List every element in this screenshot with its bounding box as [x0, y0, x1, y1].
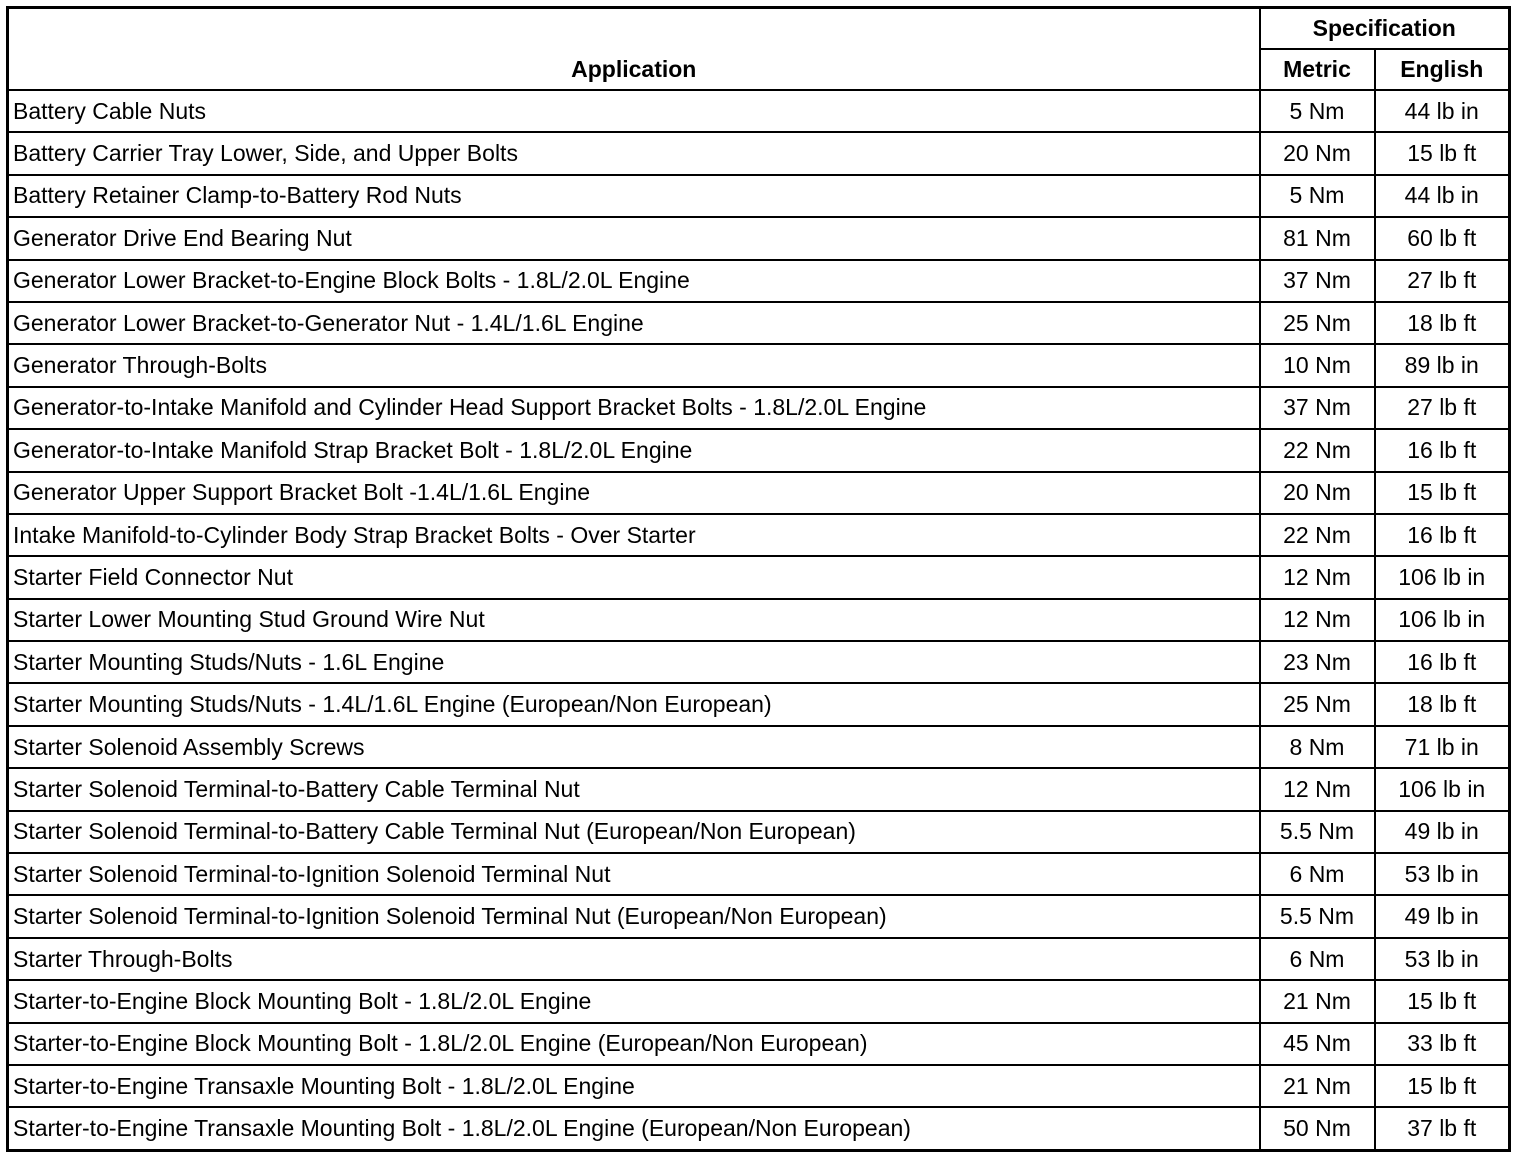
- application-cell: Battery Retainer Clamp-to-Battery Rod Nuts: [8, 175, 1260, 217]
- metric-value-cell: 6 Nm: [1260, 853, 1375, 895]
- metric-value-cell: 22 Nm: [1260, 514, 1375, 556]
- table-row: [8, 90, 1510, 132]
- application-cell: Generator Through-Bolts: [8, 344, 1260, 386]
- english-value-cell: 27 lb ft: [1375, 260, 1510, 302]
- metric-value-cell: 10 Nm: [1260, 344, 1375, 386]
- application-cell: Starter Mounting Studs/Nuts - 1.6L Engine: [8, 641, 1260, 683]
- english-value-cell: 27 lb ft: [1375, 387, 1510, 429]
- table-row: [8, 683, 1510, 725]
- application-cell: Starter-to-Engine Transaxle Mounting Bolt - 1.8L/2.0L Engine: [8, 1065, 1260, 1107]
- english-value-cell: 37 lb ft: [1375, 1107, 1510, 1150]
- table-row: [8, 344, 1510, 386]
- metric-value-cell: 5.5 Nm: [1260, 811, 1375, 853]
- header-row-top: [8, 8, 1510, 50]
- english-value-cell: 18 lb ft: [1375, 302, 1510, 344]
- english-value-cell: 89 lb in: [1375, 344, 1510, 386]
- table-row: [8, 1023, 1510, 1065]
- metric-value-cell: 37 Nm: [1260, 260, 1375, 302]
- table-header: [8, 8, 1510, 91]
- table-row: [8, 1065, 1510, 1107]
- metric-value-cell: 12 Nm: [1260, 599, 1375, 641]
- metric-value-cell: 12 Nm: [1260, 556, 1375, 598]
- application-column-header: Application: [8, 8, 1260, 91]
- application-cell: Generator-to-Intake Manifold Strap Bracket Bolt - 1.8L/2.0L Engine: [8, 429, 1260, 471]
- table-row: [8, 938, 1510, 980]
- table-row: [8, 132, 1510, 174]
- english-value-cell: 15 lb ft: [1375, 472, 1510, 514]
- english-value-cell: 15 lb ft: [1375, 132, 1510, 174]
- metric-value-cell: 50 Nm: [1260, 1107, 1375, 1150]
- english-value-cell: 16 lb ft: [1375, 429, 1510, 471]
- table-row: [8, 980, 1510, 1022]
- metric-value-cell: 81 Nm: [1260, 217, 1375, 259]
- table-row: [8, 641, 1510, 683]
- application-cell: Starter Field Connector Nut: [8, 556, 1260, 598]
- english-value-cell: 60 lb ft: [1375, 217, 1510, 259]
- metric-value-cell: 25 Nm: [1260, 302, 1375, 344]
- english-value-cell: 71 lb in: [1375, 726, 1510, 768]
- table-row: [8, 260, 1510, 302]
- application-cell: Starter Solenoid Terminal-to-Ignition Solenoid Terminal Nut: [8, 853, 1260, 895]
- application-cell: Starter Solenoid Assembly Screws: [8, 726, 1260, 768]
- application-cell: Generator Lower Bracket-to-Generator Nut - 1.4L/1.6L Engine: [8, 302, 1260, 344]
- english-value-cell: 106 lb in: [1375, 768, 1510, 810]
- english-value-cell: 16 lb ft: [1375, 641, 1510, 683]
- english-value-cell: 16 lb ft: [1375, 514, 1510, 556]
- metric-value-cell: 20 Nm: [1260, 132, 1375, 174]
- table-row: [8, 768, 1510, 810]
- table-row: [8, 302, 1510, 344]
- metric-value-cell: 5 Nm: [1260, 90, 1375, 132]
- english-value-cell: 49 lb in: [1375, 895, 1510, 937]
- metric-value-cell: 12 Nm: [1260, 768, 1375, 810]
- english-value-cell: 44 lb in: [1375, 90, 1510, 132]
- specification-group-header: Specification: [1260, 8, 1510, 50]
- table-row: [8, 853, 1510, 895]
- table-row: [8, 1107, 1510, 1150]
- application-cell: Generator-to-Intake Manifold and Cylinder Head Support Bracket Bolts - 1.8L/2.0L Engine: [8, 387, 1260, 429]
- application-cell: Generator Lower Bracket-to-Engine Block Bolts - 1.8L/2.0L Engine: [8, 260, 1260, 302]
- english-value-cell: 53 lb in: [1375, 938, 1510, 980]
- metric-value-cell: 37 Nm: [1260, 387, 1375, 429]
- metric-column-header: Metric: [1260, 49, 1375, 90]
- application-cell: Starter-to-Engine Block Mounting Bolt - 1.8L/2.0L Engine: [8, 980, 1260, 1022]
- english-value-cell: 53 lb in: [1375, 853, 1510, 895]
- metric-value-cell: 5 Nm: [1260, 175, 1375, 217]
- metric-value-cell: 22 Nm: [1260, 429, 1375, 471]
- application-cell: Starter Solenoid Terminal-to-Battery Cable Terminal Nut: [8, 768, 1260, 810]
- metric-value-cell: 6 Nm: [1260, 938, 1375, 980]
- application-cell: Starter Solenoid Terminal-to-Ignition Solenoid Terminal Nut (European/Non European): [8, 895, 1260, 937]
- table-row: [8, 726, 1510, 768]
- english-value-cell: 106 lb in: [1375, 599, 1510, 641]
- metric-value-cell: 25 Nm: [1260, 683, 1375, 725]
- english-value-cell: 33 lb ft: [1375, 1023, 1510, 1065]
- english-value-cell: 18 lb ft: [1375, 683, 1510, 725]
- application-cell: Starter Through-Bolts: [8, 938, 1260, 980]
- application-cell: Generator Drive End Bearing Nut: [8, 217, 1260, 259]
- metric-value-cell: 23 Nm: [1260, 641, 1375, 683]
- metric-value-cell: 20 Nm: [1260, 472, 1375, 514]
- english-value-cell: 15 lb ft: [1375, 980, 1510, 1022]
- metric-value-cell: 21 Nm: [1260, 1065, 1375, 1107]
- english-value-cell: 44 lb in: [1375, 175, 1510, 217]
- torque-spec-table: [6, 6, 1511, 1152]
- table-row: [8, 472, 1510, 514]
- table-body: [8, 90, 1510, 1150]
- table-row: [8, 217, 1510, 259]
- application-cell: Starter Mounting Studs/Nuts - 1.4L/1.6L Engine (European/Non European): [8, 683, 1260, 725]
- application-cell: Battery Cable Nuts: [8, 90, 1260, 132]
- application-cell: Battery Carrier Tray Lower, Side, and Upper Bolts: [8, 132, 1260, 174]
- application-cell: Starter-to-Engine Block Mounting Bolt - 1.8L/2.0L Engine (European/Non European): [8, 1023, 1260, 1065]
- application-cell: Starter Lower Mounting Stud Ground Wire Nut: [8, 599, 1260, 641]
- table-row: [8, 599, 1510, 641]
- metric-value-cell: 8 Nm: [1260, 726, 1375, 768]
- table-row: [8, 514, 1510, 556]
- table-row: [8, 556, 1510, 598]
- table-row: [8, 175, 1510, 217]
- metric-value-cell: 45 Nm: [1260, 1023, 1375, 1065]
- application-cell: Starter-to-Engine Transaxle Mounting Bolt - 1.8L/2.0L Engine (European/Non European): [8, 1107, 1260, 1150]
- table-row: [8, 895, 1510, 937]
- application-cell: Intake Manifold-to-Cylinder Body Strap Bracket Bolts - Over Starter: [8, 514, 1260, 556]
- english-value-cell: 106 lb in: [1375, 556, 1510, 598]
- application-cell: Generator Upper Support Bracket Bolt -1.4L/1.6L Engine: [8, 472, 1260, 514]
- table-row: [8, 429, 1510, 471]
- table-row: [8, 811, 1510, 853]
- english-value-cell: 49 lb in: [1375, 811, 1510, 853]
- english-column-header: English: [1375, 49, 1510, 90]
- application-cell: Starter Solenoid Terminal-to-Battery Cable Terminal Nut (European/Non European): [8, 811, 1260, 853]
- table-row: [8, 387, 1510, 429]
- english-value-cell: 15 lb ft: [1375, 1065, 1510, 1107]
- metric-value-cell: 21 Nm: [1260, 980, 1375, 1022]
- metric-value-cell: 5.5 Nm: [1260, 895, 1375, 937]
